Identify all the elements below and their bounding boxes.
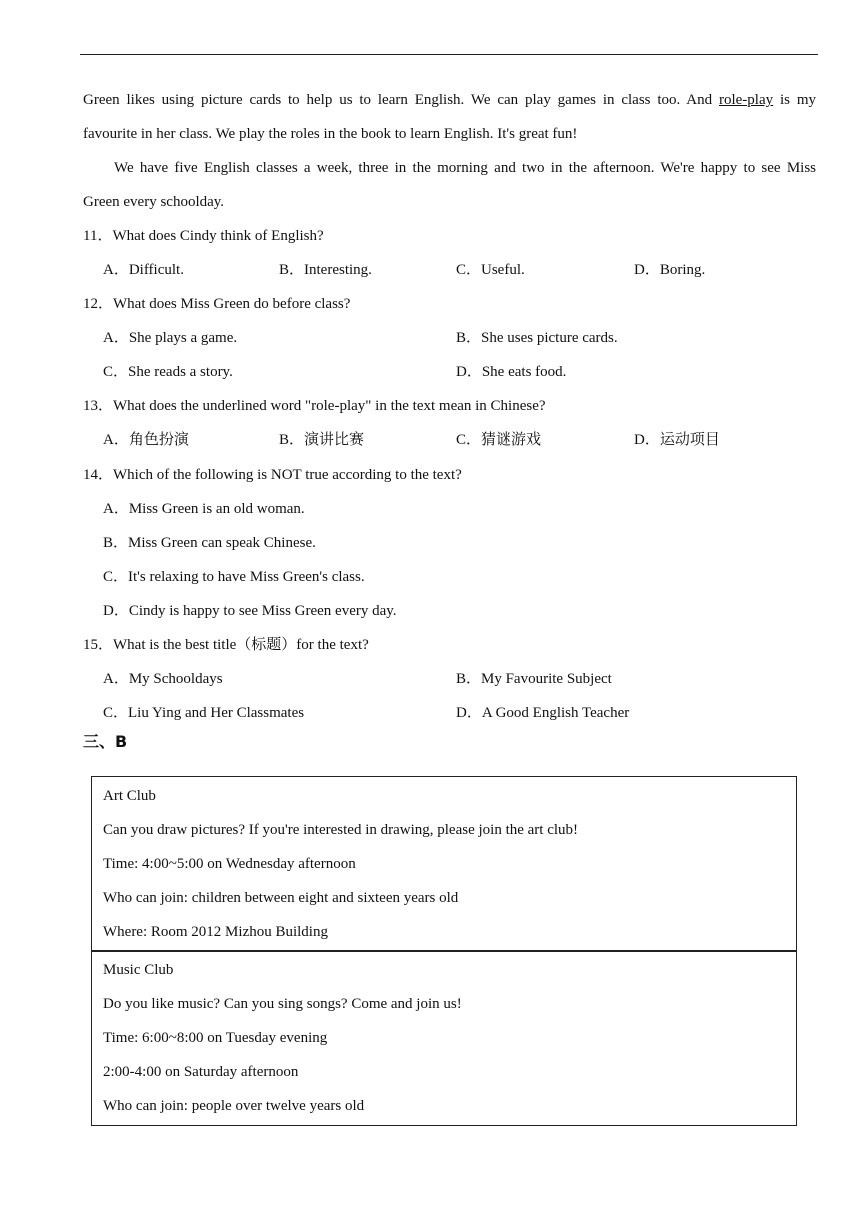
option-13-a: A．角色扮演 — [103, 432, 189, 448]
question-15: 15．What is the best title（标题）for the text? — [83, 637, 369, 653]
music-club-time: Time: 6:00~8:00 on Tuesday evening — [103, 1030, 328, 1046]
passage-line-4: Green every schoolday. — [83, 194, 225, 210]
header-rule — [80, 54, 818, 55]
option-14-c: C．It's relaxing to have Miss Green's class. — [103, 569, 365, 585]
art-club-where: Where: Room 2012 Mizhou Building — [103, 924, 328, 940]
option-14-a: A．Miss Green is an old woman. — [103, 501, 305, 517]
music-club-title: Music Club — [103, 962, 174, 978]
option-15-b: B．My Favourite Subject — [456, 671, 612, 687]
section-heading: 三、B — [83, 732, 128, 751]
passage-line-2: favourite in her class. We play the roles in the book to learn English. It's great fun! — [83, 126, 578, 142]
option-13-b: B．演讲比赛 — [279, 432, 365, 448]
option-12-d: D．She eats food. — [456, 364, 567, 380]
option-11-b: B．Interesting. — [279, 262, 372, 278]
option-13-c: C．猜谜游戏 — [456, 432, 542, 448]
music-club-time-2: 2:00-4:00 on Saturday afternoon — [103, 1064, 299, 1080]
option-12-c: C．She reads a story. — [103, 364, 233, 380]
passage-text: is my — [773, 92, 816, 108]
question-12: 12．What does Miss Green do before class? — [83, 296, 351, 312]
option-15-d: D．A Good English Teacher — [456, 705, 630, 721]
option-15-c: C．Liu Ying and Her Classmates — [103, 705, 305, 721]
art-club-time: Time: 4:00~5:00 on Wednesday afternoon — [103, 856, 356, 872]
option-14-b: B．Miss Green can speak Chinese. — [103, 535, 316, 551]
option-11-d: D．Boring. — [634, 262, 706, 278]
art-club-title: Art Club — [103, 788, 156, 804]
music-club-intro: Do you like music? Can you sing songs? Come and join us! — [103, 996, 462, 1012]
passage-line-3: We have five English classes a week, three in the morning and two in the afternoon. We're happy to see Miss — [114, 160, 816, 176]
option-11-a: A．Difficult. — [103, 262, 184, 278]
option-14-d: D．Cindy is happy to see Miss Green every day. — [103, 603, 397, 619]
passage-line-1 — [83, 90, 816, 110]
question-14: 14．Which of the following is NOT true according to the text? — [83, 467, 462, 483]
option-11-c: C．Useful. — [456, 262, 525, 278]
art-club-who: Who can join: children between eight and sixteen years old — [103, 890, 459, 906]
question-13: 13．What does the underlined word "role-play" in the text mean in Chinese? — [83, 398, 546, 414]
question-11: 11．What does Cindy think of English? — [83, 228, 324, 244]
passage-text: Green likes using picture cards to help us to learn English. We can play games in class too. And — [83, 92, 719, 108]
option-13-d: D．运动项目 — [634, 432, 720, 448]
option-15-a: A．My Schooldays — [103, 671, 223, 687]
music-club-who: Who can join: people over twelve years old — [103, 1098, 365, 1114]
underlined-word: role-play — [718, 92, 774, 108]
option-12-a: A．She plays a game. — [103, 330, 238, 346]
art-club-intro: Can you draw pictures? If you're interested in drawing, please join the art club! — [103, 822, 579, 838]
option-12-b: B．She uses picture cards. — [456, 330, 618, 346]
